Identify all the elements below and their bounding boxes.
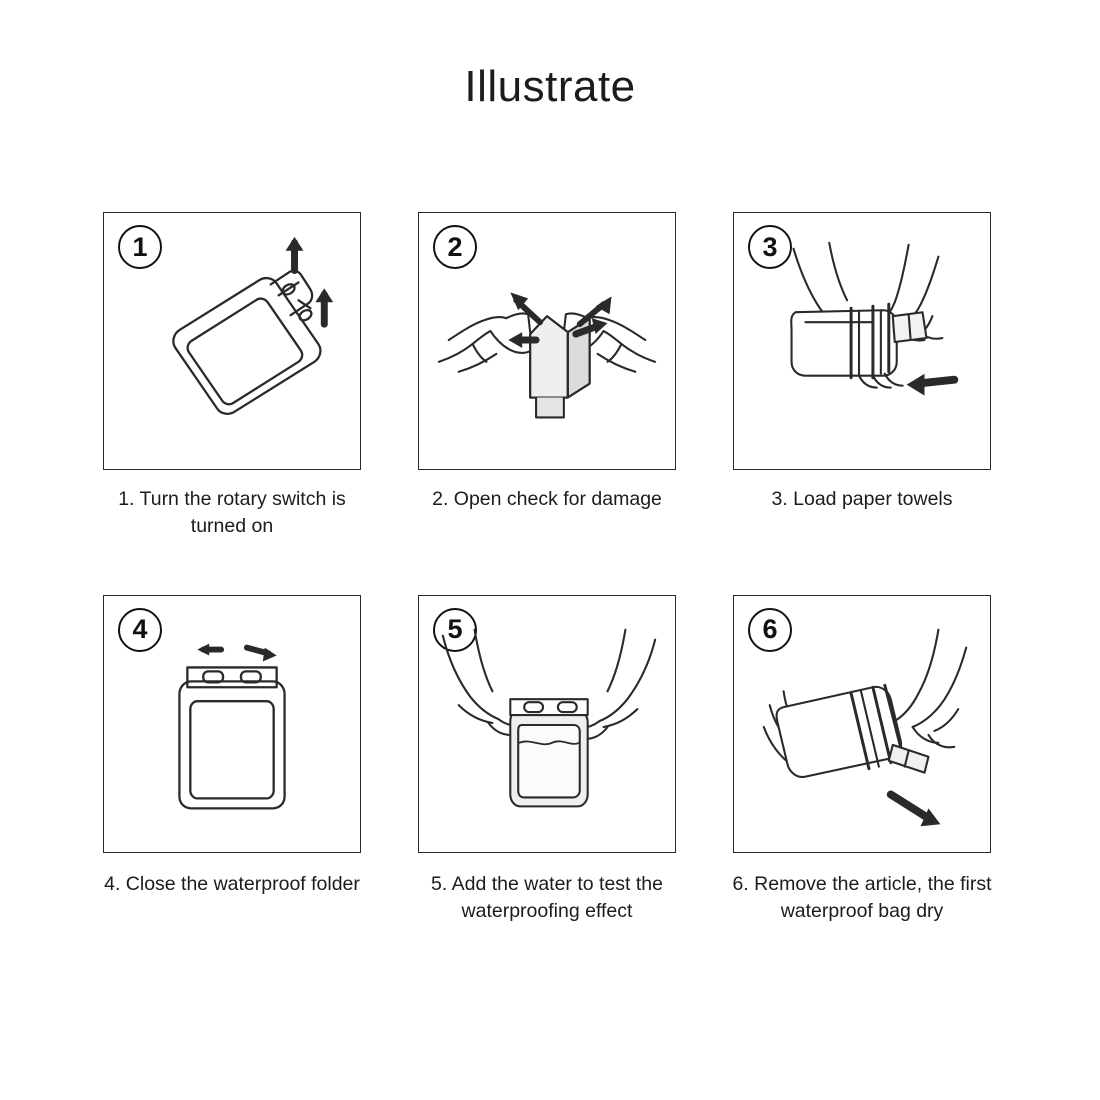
step-cell-3 — [722, 212, 1002, 540]
step-caption-4: 4. Close the waterproof folder — [104, 872, 360, 895]
grid-gap — [372, 595, 407, 925]
step-number-badge-2: 2 — [433, 225, 477, 269]
illustration-hands-opening-bag-icon — [419, 213, 675, 469]
step-panel-6 — [733, 595, 991, 853]
row-gap — [92, 540, 1002, 595]
step-caption-6: 6. Remove the article, the first waterproof bag dry — [732, 872, 992, 922]
step-caption-2: 2. Open check for damage — [432, 488, 662, 510]
grid-gap — [687, 595, 722, 925]
page-title: Illustrate — [464, 62, 636, 111]
step-number-badge-6: 6 — [748, 608, 792, 652]
step-number-badge-4: 4 — [118, 608, 162, 652]
step-number-badge-3: 3 — [748, 225, 792, 269]
step-panel-3 — [733, 212, 991, 470]
step-cell-2 — [407, 212, 687, 540]
illustration-removing-article-icon — [734, 596, 990, 852]
step-panel-5 — [418, 595, 676, 853]
step-number-badge-5: 5 — [433, 608, 477, 652]
illustration-water-test-icon — [419, 596, 675, 852]
step-caption-1: 1. Turn the rotary switch is turned on — [118, 488, 346, 537]
step-cell-1 — [92, 212, 372, 540]
grid-gap — [372, 212, 407, 540]
steps-grid — [92, 212, 1022, 925]
illustration-closing-bag-icon — [104, 596, 360, 852]
step-number-badge-1: 1 — [118, 225, 162, 269]
step-panel-2 — [418, 212, 676, 470]
step-cell-5 — [407, 595, 687, 925]
illustration-waterproof-bag-tilted-icon — [104, 213, 360, 469]
step-caption-3: 3. Load paper towels — [771, 488, 953, 510]
step-cell-4 — [92, 595, 372, 925]
step-caption-5: 5. Add the water to test the waterproofing effect — [431, 872, 663, 922]
grid-gap — [687, 212, 722, 540]
step-panel-4 — [103, 595, 361, 853]
step-panel-1 — [103, 212, 361, 470]
step-cell-6 — [722, 595, 1002, 925]
illustration-loading-paper-towels-icon — [734, 213, 990, 469]
